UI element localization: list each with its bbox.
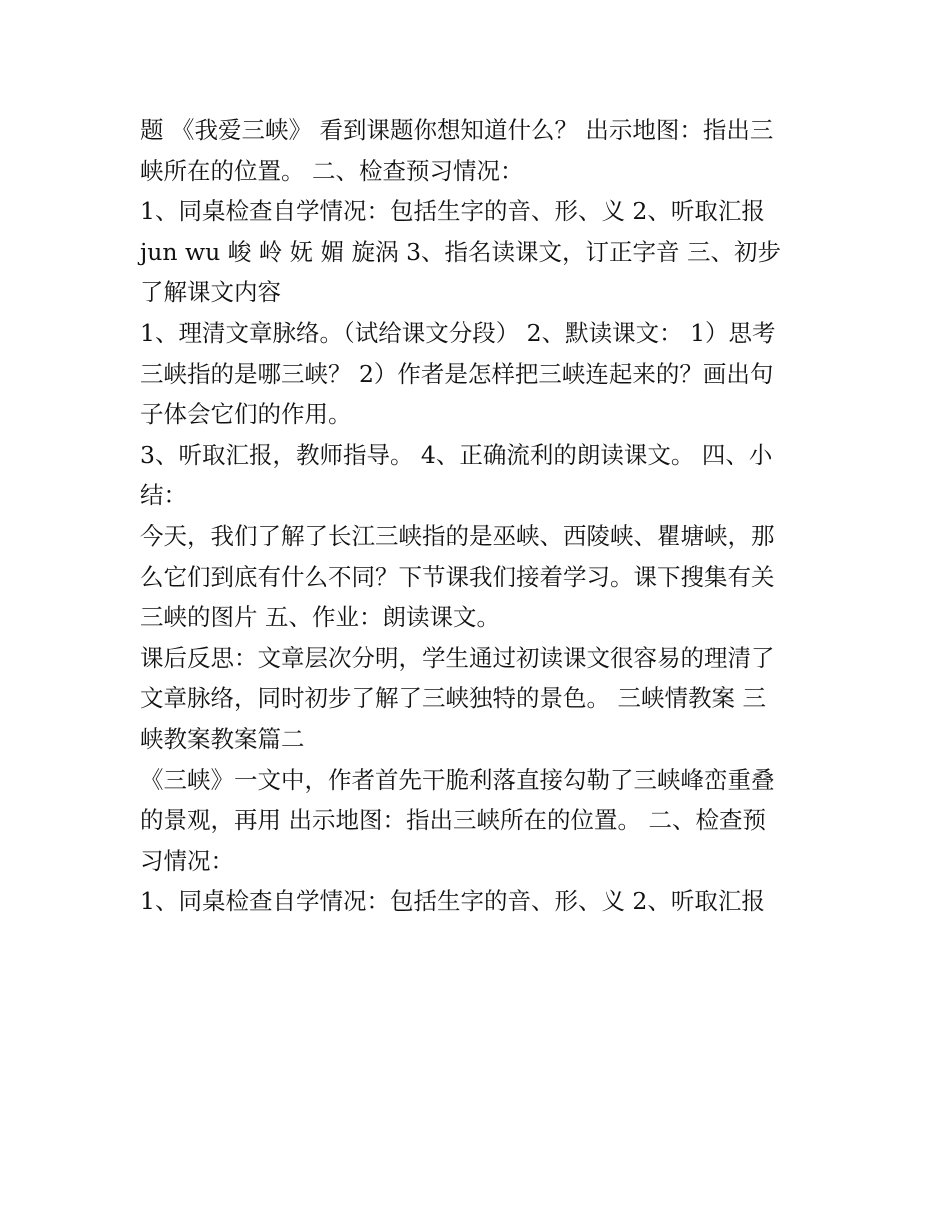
text-line: 1、同桌检查自学情况：包括生字的音、形、义 2、听取汇报 xyxy=(140,887,765,916)
text-line: 1、理清文章脉络。（试给课文分段） 2、默读课文： 1）思考 xyxy=(140,318,776,347)
text-line: 课后反思：文章层次分明，学生通过初读课文很容易的理清了 xyxy=(140,643,775,672)
text-line: jun wu 峻 岭 妩 媚 旋涡 3、指名读课文，订正字音 三、初步 xyxy=(140,237,782,266)
text-line: 3、听取汇报，教师指导。 4、正确流利的朗读课文。 四、小 xyxy=(140,440,773,469)
text-line: 题 《我爱三峡》 看到课题你想知道什么？ 出示地图：指出三 xyxy=(140,116,774,144)
text-line: 1、同桌检查自学情况：包括生字的音、形、义 2、听取汇报 xyxy=(140,197,765,226)
document-body xyxy=(140,110,812,922)
text-line: 今天，我们了解了长江三峡指的是巫峡、西陵峡、瞿塘峡，那 xyxy=(140,521,775,550)
text-line: 子体会它们的作用。 xyxy=(140,400,352,429)
text-line: 峡所在的位置。 二、检查预习情况： xyxy=(140,156,524,185)
text-line: 《三峡》一文中，作者首先干脆利落直接勾勒了三峡峰峦重叠 xyxy=(140,765,775,794)
text-line: 了解课文内容 xyxy=(140,278,281,307)
text-line: 结： xyxy=(140,481,187,510)
text-line: 峡教案教案篇二 xyxy=(140,724,305,753)
text-line: 三峡指的是哪三峡？ 2）作者是怎样把三峡连起来的？画出句 xyxy=(140,359,774,388)
text-line: 么它们到底有什么不同？下节课我们接着学习。课下搜集有关 xyxy=(140,562,775,591)
text-line: 三峡的图片 五、作业：朗读课文。 xyxy=(140,603,500,632)
text-line: 文章脉络，同时初步了解了三峡独特的景色。 三峡情教案 三 xyxy=(140,684,766,713)
text-line: 习情况： xyxy=(140,846,234,875)
text-line: 的景观，再用 出示地图：指出三峡所在的位置。 二、检查预 xyxy=(140,806,766,835)
